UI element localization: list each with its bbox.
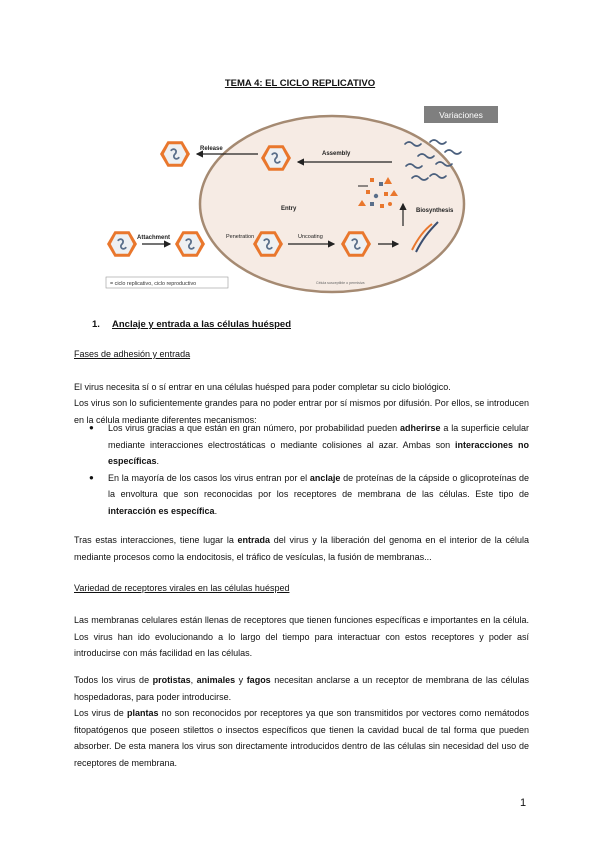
subheading-adhesion: Fases de adhesión y entrada [74, 349, 191, 359]
bullet-item: ● Los virus gracias a que están en gran número, por probabilidad pueden adherirse a la superficie celular mediante interacciones electrostáticas o mediante colisiones al azar. Ambas son interacciones no específicas. [74, 420, 529, 470]
page-title: TEMA 4: EL CICLO REPLICATIVO [224, 78, 376, 89]
biosynthesis-label: Biosynthesis [416, 208, 454, 214]
bullet-item: ● En la mayoría de los casos los virus entran por el anclaje de proteínas de la cápside o glicoproteínas de la envoltura que son reconocidas por los receptores de membrana de las células. Este tipo de interacción es específica. [74, 470, 529, 520]
variations-label: Variaciones [439, 110, 483, 120]
attached-virus-icon [175, 231, 205, 257]
legend-text: = ciclo replicativo, ciclo reproductivo [110, 281, 197, 287]
released-virus-icon [160, 141, 190, 167]
uncoating-label: Uncoating [298, 234, 323, 240]
release-label: Release [200, 146, 223, 152]
entry-label: Entry [281, 206, 297, 212]
assembly-label: Assembly [322, 151, 351, 157]
free-virus-icon [107, 231, 137, 257]
replicative-cycle-figure [100, 104, 500, 298]
paragraph-1: El virus necesita sí o sí entrar en una células huésped para poder completar su ciclo biológico. [74, 382, 451, 392]
section-number: 1. [92, 319, 100, 330]
section-heading [92, 319, 291, 330]
penetration-label: Penetration [226, 234, 255, 240]
paragraph-6: Los virus de plantas no son reconocidos por receptores ya que son transmitidos por vectores como nemátodos fitopatógenos que poseen stilettos o insectos específicos que tienen la cavidad bucal de tal forma que pueden absorber. De esta manera los virus son directamente introducidos dentro de las células sin necesidad del uso de receptores de membrana. [74, 708, 529, 768]
attachment-label: Attachment [137, 235, 171, 241]
bullet-dot-icon: ● [89, 472, 94, 482]
paragraph-4: Las membranas celulares están llenas de receptores que tienen funciones específicas e importantes en la célula. Los virus han ido evolucionando a lo largo del tiempo para interactuar con estos receptores y poder así introducirse con más facilidad en las células. [74, 615, 529, 658]
bullet-dot-icon: ● [89, 423, 94, 432]
host-cell [200, 116, 464, 292]
cycle-diagram [100, 104, 500, 298]
subheading-receptors: Variedad de receptores virales en las células huésped [74, 583, 290, 593]
cell-caption: Célula susceptible o permisiva [316, 281, 365, 285]
bullet-list [74, 420, 529, 519]
paragraph-5: Todos los virus de protistas, animales y fagos necesitan anclarse a un receptor de membrana de las células hospedadoras, para poder introducirse. [74, 675, 529, 702]
page-number: 1 [520, 797, 527, 809]
paragraph-2: Los virus son lo suficientemente grandes para no poder entrar por sí mismos por difusión. Por ellos, se introducen en la célula mediante diferentes mecanismos: [74, 398, 529, 425]
section-title: Anclaje y entrada a las células huésped [112, 319, 291, 330]
paragraph-3: Tras estas interacciones, tiene lugar la entrada del virus y la liberación del genoma en el interior de la célula mediante procesos como la endocitosis, el tráfico de vesículas, la fusión de membranas... [74, 535, 529, 562]
